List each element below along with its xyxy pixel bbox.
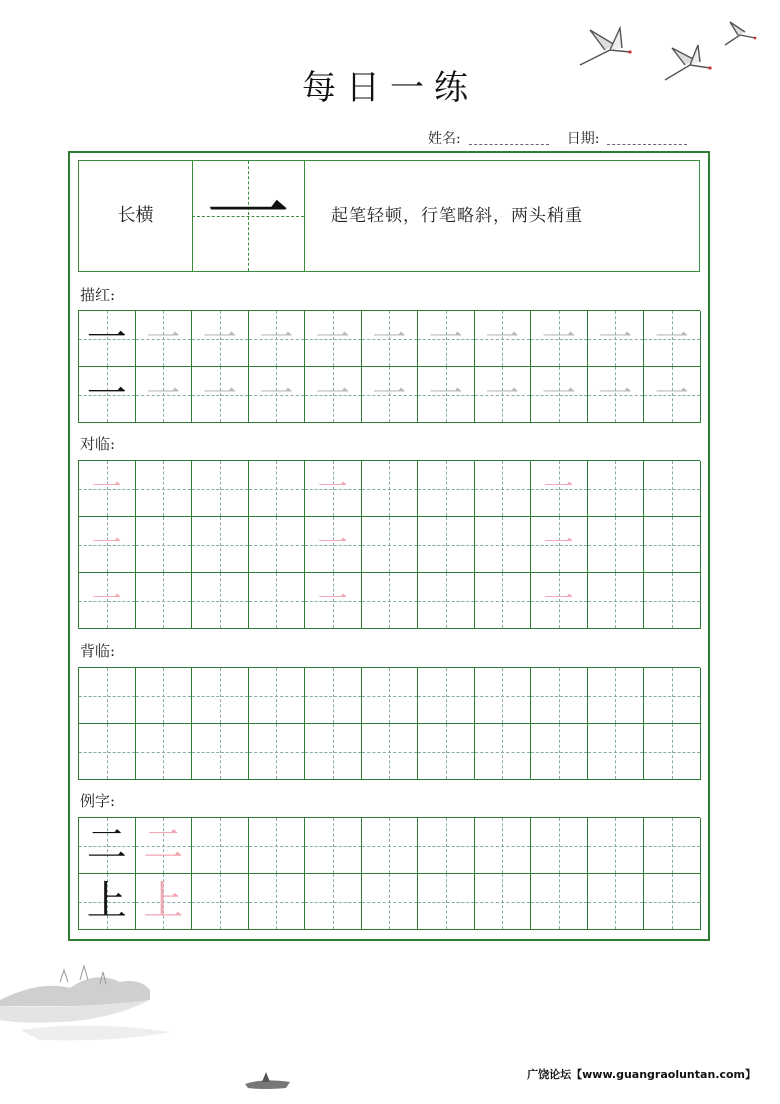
grid-cell[interactable]: 一	[531, 367, 588, 423]
grid-cell[interactable]	[475, 874, 532, 930]
examples-row	[79, 818, 700, 874]
name-date-line	[428, 128, 705, 148]
grid-cell[interactable]	[362, 724, 419, 780]
grid-cell[interactable]	[305, 724, 362, 780]
cranes-illustration	[560, 10, 770, 90]
grid-cell[interactable]	[531, 724, 588, 780]
grid-cell[interactable]: 一	[531, 461, 588, 517]
grid-cell[interactable]: 一	[79, 367, 136, 423]
grid-cell[interactable]: 一	[79, 461, 136, 517]
grid-cell[interactable]: 一	[418, 367, 475, 423]
grid-cell[interactable]	[418, 461, 475, 517]
grid-cell[interactable]: 一	[531, 517, 588, 573]
trace-row	[79, 311, 700, 367]
grid-cell[interactable]	[588, 874, 645, 930]
grid-cell[interactable]	[644, 517, 701, 573]
recall-grid	[78, 667, 700, 780]
grid-cell[interactable]: 一	[136, 367, 193, 423]
grid-cell[interactable]	[192, 573, 249, 629]
grid-cell[interactable]: 一	[79, 517, 136, 573]
landscape-illustration	[0, 960, 330, 1104]
recall-row	[79, 724, 700, 780]
name-field[interactable]	[469, 134, 549, 145]
stroke-header	[78, 160, 700, 272]
grid-cell[interactable]	[588, 461, 645, 517]
grid-cell[interactable]	[588, 724, 645, 780]
grid-cell[interactable]	[644, 573, 701, 629]
grid-cell[interactable]: 一	[475, 367, 532, 423]
grid-cell[interactable]: 一	[475, 311, 532, 367]
trace-row	[79, 367, 700, 423]
grid-cell[interactable]	[475, 461, 532, 517]
grid-cell[interactable]: 一	[192, 367, 249, 423]
grid-cell[interactable]	[644, 461, 701, 517]
grid-cell[interactable]	[475, 517, 532, 573]
grid-cell[interactable]	[79, 724, 136, 780]
recall-label: 背临:	[80, 642, 116, 660]
grid-cell[interactable]	[79, 668, 136, 724]
grid-cell[interactable]	[475, 668, 532, 724]
copy-row	[79, 573, 700, 629]
grid-cell[interactable]	[362, 461, 419, 517]
grid-cell[interactable]	[362, 573, 419, 629]
grid-cell[interactable]	[192, 668, 249, 724]
grid-cell[interactable]: 一	[305, 461, 362, 517]
grid-cell[interactable]	[418, 724, 475, 780]
examples-label: 例字:	[80, 792, 116, 810]
copy-label: 对临:	[80, 435, 116, 453]
page-title: 每日一练	[302, 68, 478, 108]
grid-cell[interactable]: 一	[305, 573, 362, 629]
grid-cell[interactable]: 一	[249, 311, 306, 367]
trace-grid	[78, 310, 700, 423]
grid-cell[interactable]	[249, 461, 306, 517]
grid-cell[interactable]	[418, 874, 475, 930]
grid-cell[interactable]	[588, 818, 645, 874]
stroke-tip: 起笔轻顿，行笔略斜，两头稍重	[331, 206, 583, 226]
grid-cell[interactable]	[136, 668, 193, 724]
date-label: 日期:	[566, 131, 600, 147]
date-field[interactable]	[607, 134, 687, 145]
grid-cell[interactable]	[475, 724, 532, 780]
examples-grid	[78, 817, 700, 930]
recall-row	[79, 668, 700, 724]
trace-label: 描红:	[80, 286, 116, 304]
grid-cell[interactable]: 一	[531, 311, 588, 367]
grid-cell[interactable]: 一	[588, 311, 645, 367]
grid-cell[interactable]	[531, 874, 588, 930]
stroke-name: 长横	[79, 161, 193, 271]
grid-cell[interactable]	[531, 818, 588, 874]
grid-cell[interactable]	[475, 573, 532, 629]
grid-cell[interactable]	[588, 573, 645, 629]
grid-cell[interactable]	[644, 874, 701, 930]
grid-cell[interactable]	[192, 724, 249, 780]
grid-cell[interactable]	[305, 874, 362, 930]
copy-row	[79, 517, 700, 573]
grid-cell[interactable]	[192, 818, 249, 874]
grid-cell[interactable]	[418, 818, 475, 874]
grid-cell[interactable]: 上	[79, 874, 136, 930]
grid-cell[interactable]	[418, 668, 475, 724]
grid-cell[interactable]	[249, 818, 306, 874]
grid-cell[interactable]	[249, 517, 306, 573]
grid-cell[interactable]	[305, 818, 362, 874]
grid-cell[interactable]: 一	[305, 517, 362, 573]
grid-cell[interactable]	[644, 818, 701, 874]
grid-cell[interactable]	[305, 668, 362, 724]
grid-cell[interactable]	[136, 573, 193, 629]
grid-cell[interactable]: 一	[418, 311, 475, 367]
examples-row	[79, 874, 700, 930]
grid-cell[interactable]	[588, 668, 645, 724]
grid-cell[interactable]	[249, 874, 306, 930]
grid-cell[interactable]	[475, 818, 532, 874]
grid-cell[interactable]	[644, 668, 701, 724]
grid-cell[interactable]	[588, 517, 645, 573]
grid-cell[interactable]: 一	[362, 311, 419, 367]
grid-cell[interactable]	[418, 517, 475, 573]
grid-cell[interactable]	[249, 573, 306, 629]
grid-cell[interactable]	[644, 724, 701, 780]
grid-cell[interactable]	[192, 461, 249, 517]
grid-cell[interactable]: 二	[79, 818, 136, 874]
grid-cell[interactable]	[192, 517, 249, 573]
grid-cell[interactable]: 一	[79, 311, 136, 367]
copy-grid	[78, 460, 700, 629]
grid-cell[interactable]: 一	[136, 311, 193, 367]
name-label: 姓名:	[428, 131, 461, 147]
grid-cell[interactable]: 一	[79, 573, 136, 629]
model-character: 一	[205, 165, 290, 263]
grid-cell[interactable]: 上	[136, 874, 193, 930]
grid-cell[interactable]: 一	[588, 367, 645, 423]
grid-cell[interactable]: 一	[249, 367, 306, 423]
grid-cell[interactable]: 二	[136, 818, 193, 874]
grid-cell[interactable]	[136, 517, 193, 573]
grid-cell[interactable]	[249, 668, 306, 724]
grid-cell[interactable]	[362, 517, 419, 573]
grid-cell[interactable]: 一	[362, 367, 419, 423]
grid-cell[interactable]	[362, 818, 419, 874]
grid-cell[interactable]: 一	[531, 573, 588, 629]
grid-cell[interactable]	[418, 573, 475, 629]
grid-cell[interactable]	[136, 461, 193, 517]
grid-cell[interactable]: 一	[305, 311, 362, 367]
copy-row	[79, 461, 700, 517]
model-char-cell	[192, 161, 305, 271]
grid-cell[interactable]: 一	[644, 311, 701, 367]
grid-cell[interactable]	[192, 874, 249, 930]
grid-cell[interactable]: 一	[192, 311, 249, 367]
grid-cell[interactable]: 一	[644, 367, 701, 423]
grid-cell[interactable]	[362, 874, 419, 930]
grid-cell[interactable]	[249, 724, 306, 780]
grid-cell[interactable]	[531, 668, 588, 724]
footer-site: 广饶论坛【www.guangraoluntan.com】	[527, 1068, 756, 1081]
grid-cell[interactable]	[362, 668, 419, 724]
grid-cell[interactable]: 一	[305, 367, 362, 423]
grid-cell[interactable]	[136, 724, 193, 780]
